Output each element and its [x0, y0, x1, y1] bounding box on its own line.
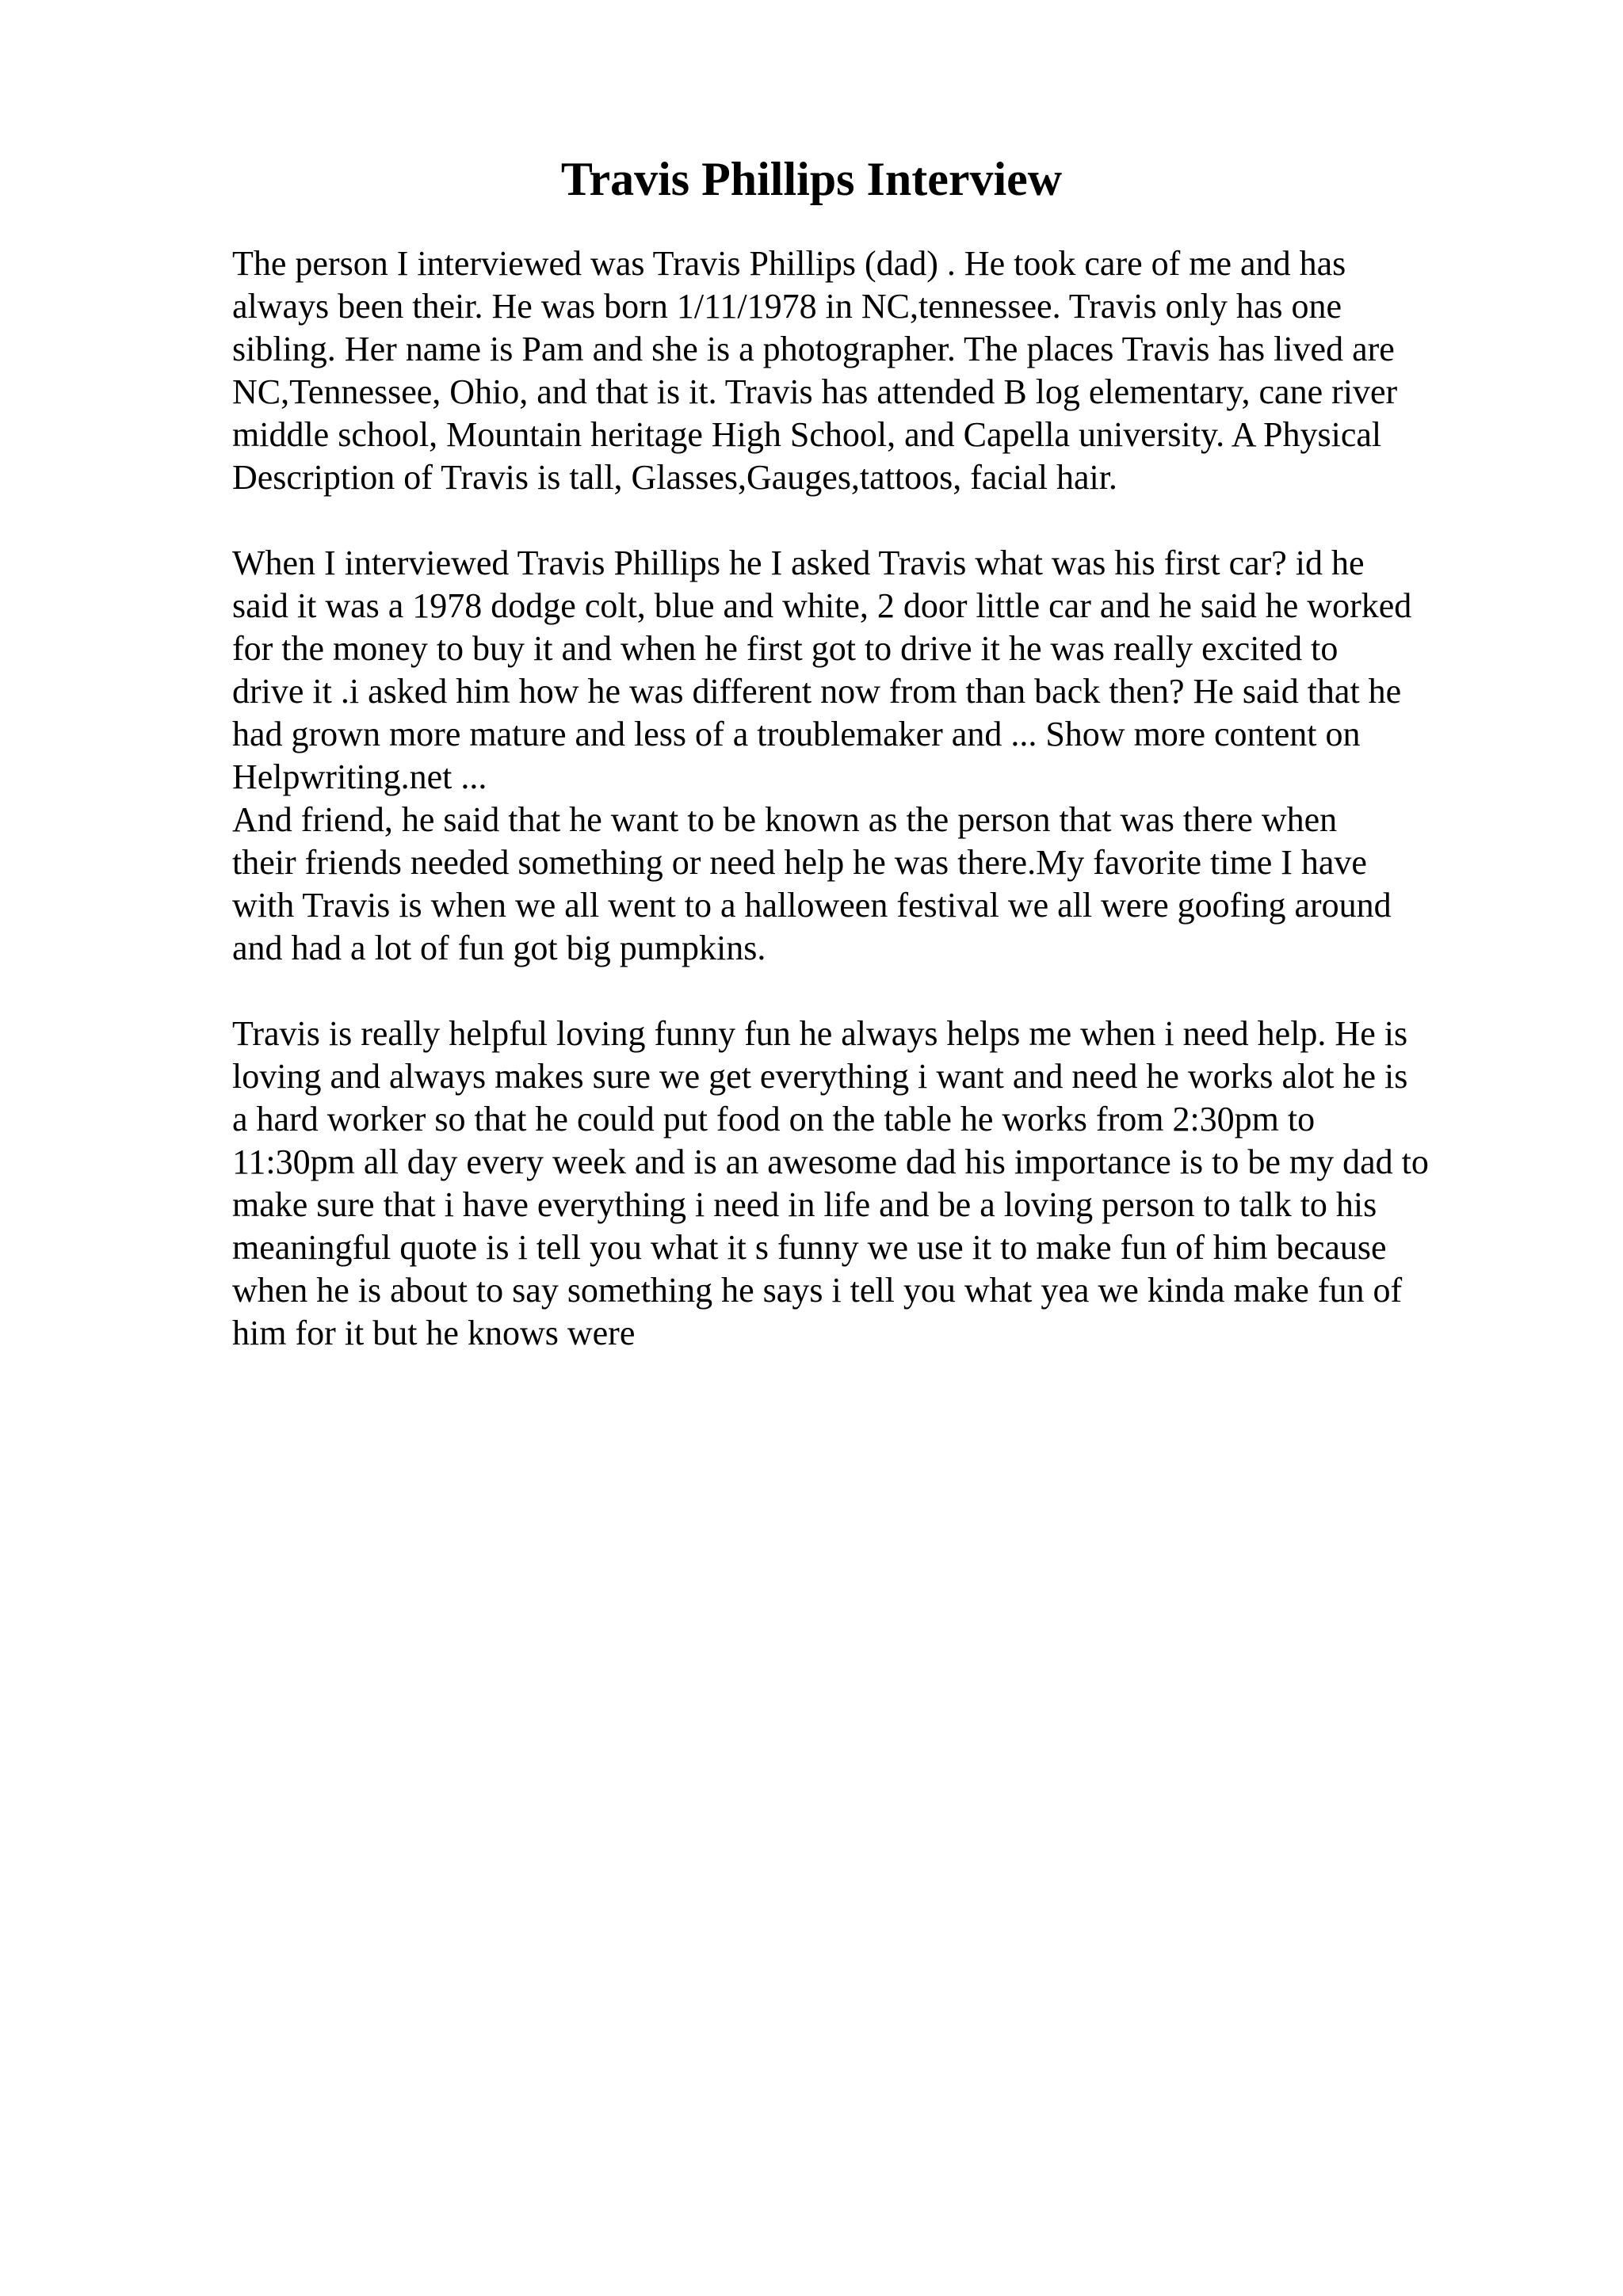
text-line: said it was a 1978 dodge colt, blue and white, 2 door little car and he said he worked — [232, 586, 1412, 625]
text-line: The person I interviewed was Travis Phillips (dad) . He took care of me and has — [232, 244, 1346, 283]
document-title: Travis Phillips Interview — [560, 153, 1063, 205]
text-line: their friends needed something or need help he was there.My favorite time I have — [232, 843, 1367, 882]
text-line: Description of Travis is tall, Glasses,Gauges,tattoos, facial hair. — [232, 458, 1117, 497]
text-line: middle school, Mountain heritage High School, and Capella university. A Physical — [232, 415, 1382, 454]
document-body — [232, 242, 1516, 1355]
text-line: make sure that i have everything i need in life and be a loving person to talk to his — [232, 1185, 1377, 1224]
text-line: him for it but he knows were — [232, 1314, 636, 1352]
paragraph-gap — [232, 970, 1516, 1013]
text-line: NC,Tennessee, Ohio, and that is it. Travis has attended B log elementary, cane river — [232, 372, 1398, 411]
text-line: drive it .i asked him how he was different now from than back then? He said that he — [232, 672, 1402, 711]
text-line: loving and always makes sure we get everything i want and need he works alot he is — [232, 1057, 1408, 1096]
text-line: When I interviewed Travis Phillips he I asked Travis what was his first car? id he — [232, 543, 1365, 582]
text-line: And friend, he said that he want to be known as the person that was there when — [232, 800, 1338, 839]
text-line: Travis is really helpful loving funny fun he always helps me when i need help. He is — [232, 1014, 1408, 1053]
paragraph-gap — [232, 499, 1516, 542]
text-line: a hard worker so that he could put food on the table he works from 2:30pm to — [232, 1100, 1316, 1138]
text-line: 11:30pm all day every week and is an awesome dad his importance is to be my dad to — [232, 1142, 1429, 1181]
text-line: for the money to buy it and when he first got to drive it he was really excited to — [232, 629, 1338, 668]
text-line: meaningful quote is i tell you what it s funny we use it to make fun of him because — [232, 1228, 1387, 1267]
text-line: and had a lot of fun got big pumpkins. — [232, 929, 766, 967]
text-line: Helpwriting.net ... — [232, 757, 487, 796]
text-line: with Travis is when we all went to a halloween festival we all were goofing around — [232, 886, 1392, 925]
text-line: always been their. He was born 1/11/1978 in NC,tennessee. Travis only has one — [232, 287, 1342, 326]
text-line: sibling. Her name is Pam and she is a photographer. The places Travis has lived are — [232, 330, 1395, 368]
text-line: had grown more mature and less of a troublemaker and ... Show more content on — [232, 715, 1361, 753]
text-line: when he is about to say something he says i tell you what yea we kinda make fun of — [232, 1271, 1403, 1310]
